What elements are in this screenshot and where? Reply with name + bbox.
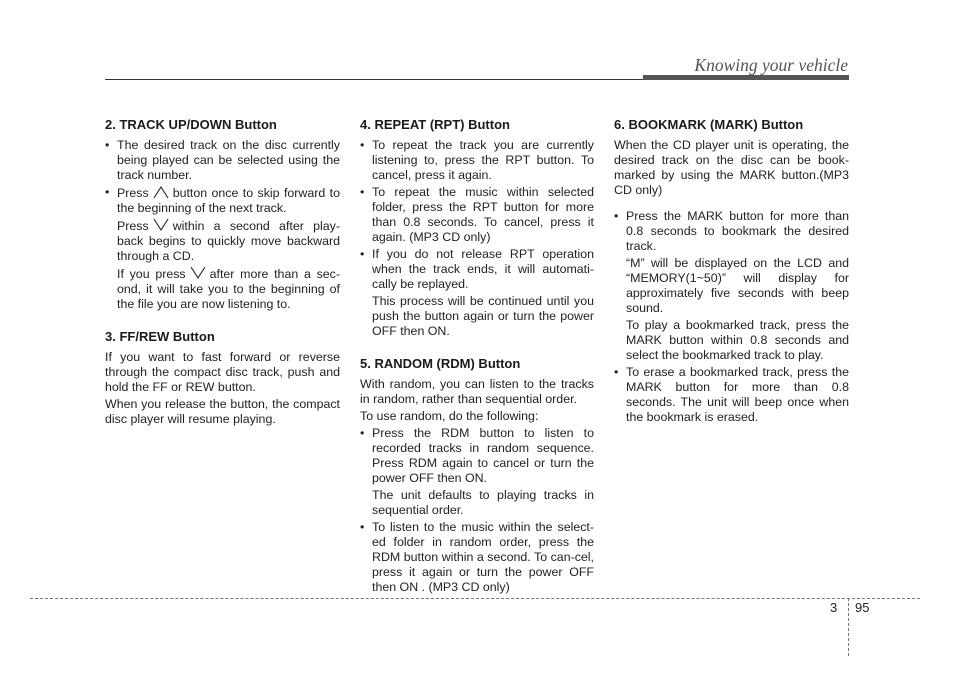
rdm-bullet-1: • Press the RDM button to listen to recorded tracks in random sequence. Press RDM again to cancel or turn the power OFF then ON. [360,426,594,486]
mark-heading: 6. BOOKMARK (MARK) Button [614,117,804,132]
track-b2-cont-1 [105,218,340,264]
rdm-bullet-2: • To listen to the music within the select-ed folder in random order, press the RDM button within a second. To can-cel, press it again or turn the power OFF then ON . (MP3 CD only) [360,520,594,595]
chapter-number: 3 [830,600,838,615]
track-heading: 2. TRACK UP/DOWN Button [105,117,277,132]
rdm-list-2 [360,520,594,595]
track-b2-c2-pre: Press [117,219,149,233]
mark-list [614,209,849,254]
mark-bullet-1: • Press the MARK button for more than 0.8 seconds to bookmark the desired track. [614,209,849,254]
ff-paragraph-1: If you want to fast forward or reverse through the compact disc track, push and hold the FF or REW button. [105,350,340,394]
track-b2-cont-2 [105,266,340,312]
column-1 [105,117,340,429]
chevron-down-icon [152,218,170,232]
track-list [105,138,340,216]
chevron-up-icon [152,185,170,199]
track-b2-c3-pre: If you press [117,267,186,281]
rdm-paragraph-2: To use random, do the following: [360,409,539,423]
rdm-bullet-1-cont: The unit defaults to playing tracks in sequential order. [372,488,594,517]
footer-rule [30,598,920,599]
header-rule-thick [643,75,849,80]
footer-divider [848,598,849,656]
ff-paragraph-2: When you release the button, the compact disc player will resume playing. [105,397,340,426]
rpt-bullet-2: • To repeat the music within selected folder, press the RPT button for more than 0.8 seconds. To cancel, press it again. (MP3 CD only) [360,185,594,245]
header-rule-thin [105,79,645,80]
track-b2-post: button once to skip forward to the beginning of the next track. [117,186,340,215]
rpt-bullet-3-cont: This process will be continued until you push the button again or turn the power OFF then ON. [372,294,594,338]
rpt-list [360,138,594,292]
section-header: Knowing your vehicle [694,55,848,75]
track-b2-pre: Press [117,186,149,200]
mark-bullet-2: • To erase a bookmarked track, press the MARK button for more than 0.8 seconds. The unit will beep once when the bookmark is erased. [614,365,849,425]
rdm-heading: 5. RANDOM (RDM) Button [360,356,521,371]
rpt-heading: 4. REPEAT (RPT) Button [360,117,510,132]
ff-heading: 3. FF/REW Button [105,329,215,344]
column-3 [614,117,849,427]
chevron-down-icon [189,266,207,280]
track-bullet-2 [105,185,340,216]
rpt-bullet-1: • To repeat the track you are currently listening to, press the RPT button. To cancel, press it again. [360,138,594,183]
mark-bullet-1-cont-2: To play a bookmarked track, press the MARK button within 0.8 seconds and select the bookmarked track to play. [626,318,849,362]
rpt-bullet-3: • If you do not release RPT operation when the track ends, it will automati-cally be replayed. [360,247,594,292]
mark-paragraph-1: When the CD player unit is operating, the desired track on the disc can be book-marked by using the MARK button.(MP3 CD only) [614,138,849,197]
mark-list-2 [614,365,849,425]
track-b2-c3-post: after more than a sec-ond, it will take you to the beginning of the file you are now listening to. [117,267,340,311]
rdm-list [360,426,594,486]
mark-bullet-1-cont-1: “M” will be displayed on the LCD and “MEMORY(1~50)” will display for approximately five seconds with beep sound. [626,256,849,315]
rdm-paragraph-1: With random, you can listen to the tracks in random, rather than sequential order. [360,377,594,406]
track-bullet-1: • The desired track on the disc currently being played can be selected using the track number. [105,138,340,183]
column-2 [360,117,594,597]
track-b2-c2-post: within a second after play-back begins to quickly move backward through a CD. [117,219,340,263]
page-number: 95 [855,600,870,615]
